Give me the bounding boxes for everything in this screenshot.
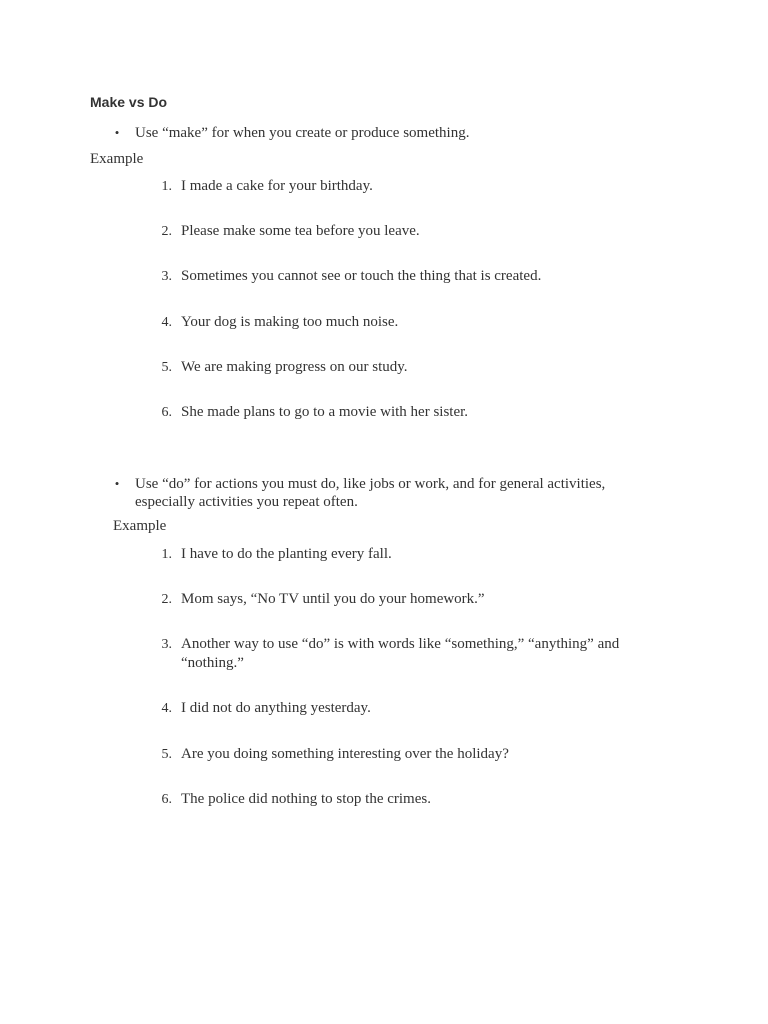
list-item-text-line1: Another way to use “do” is with words like “something,” “anything” and [181,636,620,652]
list-item-number: 6. [161,792,172,807]
list-item-text: I made a cake for your birthday. [181,178,373,194]
do-rule-text-line2: especially activities you repeat often. [135,494,358,510]
list-item-text: Your dog is making too much noise. [181,314,399,330]
list-item-number: 5. [161,747,172,762]
list-item-number: 4. [161,315,172,330]
bullet-icon: • [114,125,120,140]
list-item-number: 3. [161,637,172,652]
bullet-icon: • [114,476,120,491]
list-item-text: Sometimes you cannot see or touch the thing that is created. [181,268,542,284]
list-item-text: I have to do the planting every fall. [181,546,392,562]
list-item-text: Mom says, “No TV until you do your homework.” [181,591,485,607]
page-title: Make vs Do [90,94,168,110]
list-item-number: 5. [161,360,172,375]
list-item-number: 4. [161,701,172,716]
list-item-text: The police did nothing to stop the crimes. [181,791,431,807]
list-item-text: I did not do anything yesterday. [181,700,371,716]
make-example-label: Example [90,151,144,167]
list-item-number: 1. [161,179,172,194]
do-example-label: Example [113,518,167,534]
list-item-number: 1. [161,547,172,562]
list-item-text: She made plans to go to a movie with her sister. [181,404,469,420]
list-item-text: Are you doing something interesting over the holiday? [181,746,509,762]
list-item-text-line2: “nothing.” [181,655,244,671]
list-item-number: 3. [161,269,172,284]
list-item-text: Please make some tea before you leave. [181,223,420,239]
list-item-number: 2. [161,224,172,239]
list-item-text: We are making progress on our study. [181,359,408,375]
do-rule-text-line1: Use “do” for actions you must do, like jobs or work, and for general activities, [135,476,606,492]
make-rule-text: Use “make” for when you create or produce something. [135,125,470,141]
list-item-number: 2. [161,592,172,607]
list-item-number: 6. [161,405,172,420]
